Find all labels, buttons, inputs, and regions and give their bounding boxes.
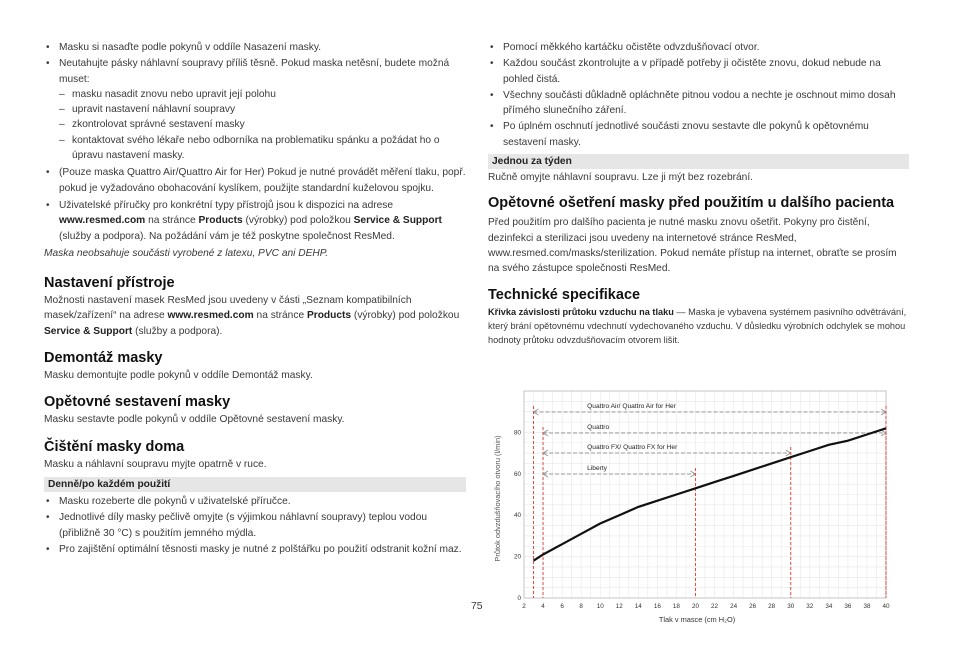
- x-tick-label: 6: [560, 603, 564, 610]
- daily-bullets: [44, 494, 466, 557]
- x-axis-label: Tlak v masce (cm H₂O): [658, 615, 736, 624]
- range-label: Liberty: [587, 465, 607, 472]
- weekly-text: Ručně omyjte náhlavní soupravu. Lze ji mýt bez rozebrání.: [488, 172, 754, 184]
- list-item: • (Pouze maska Quattro Air/Quattro Air for Her) Pokud je nutné provádět měření tlaku, popř. pokud je vyžadováno obohacování kyslíkem, použijte standardní kuželovou spojku.: [44, 165, 466, 196]
- x-tick-label: 4: [541, 603, 545, 610]
- dash-item: – zkontrolovat správné sestavení masky: [59, 117, 466, 132]
- x-tick-label: 12: [615, 603, 623, 610]
- x-tick-label: 28: [768, 603, 776, 610]
- x-tick-label: 22: [711, 603, 719, 610]
- section-text: Před použitím pro dalšího pacienta je nutné masku znovu ošetřit. Pokyny pro čistění, dezinfekci a sterilizaci jsou uvedeny na internetové stránce ResMed, www.resmed.com/masks/sterilization. Pokud nemáte přístup na internet, obraťte se prosím na svého zástupce společnosti ResMed.: [488, 217, 897, 275]
- service-text: Service & Support: [353, 215, 442, 227]
- page-number: 75: [471, 601, 483, 612]
- range-label: Quattro FX/ Quattro FX for Her: [587, 444, 678, 451]
- list-item: • Všechny součásti důkladně opláchněte pitnou vodou a nechte je oschnout mimo dosah přímého slunečního záření.: [488, 88, 909, 119]
- x-tick-label: 2: [522, 603, 526, 610]
- range-label: Quattro Air/ Quattro Air for Her: [587, 403, 676, 410]
- dash-list: [59, 87, 466, 163]
- products-text: Products: [306, 310, 352, 322]
- x-tick-label: 30: [787, 603, 795, 610]
- text: na stránce: [145, 215, 199, 227]
- x-tick-label: 36: [844, 603, 852, 610]
- list-item: [44, 56, 466, 163]
- section-text: Masku demontujte podle pokynů v oddíle Demontáž masky.: [44, 370, 313, 382]
- dash-item: – kontaktovat svého lékaře nebo odborníka na problematiku spánku a požádat ho o úpravu nastavení masky.: [59, 133, 466, 164]
- y-tick-label: 80: [513, 429, 521, 437]
- text: (výrobky) pod položkou: [351, 310, 460, 322]
- y-tick-label: 20: [513, 553, 521, 561]
- y-axis-label: Průtok odvzdušňovacího otvoru (l/min): [493, 435, 502, 562]
- y-tick-label: 40: [513, 512, 521, 520]
- dash-item: – masku nasadit znovu nebo upravit její polohu: [59, 87, 466, 102]
- right-column: [488, 40, 909, 348]
- text: (služby a podpora). Na požádání vám je též poskytne společnost ResMed.: [59, 230, 395, 242]
- text: (služby a podpora).: [132, 325, 223, 337]
- resmed-link[interactable]: www.resmed.com: [59, 215, 146, 227]
- section-title: Čištění masky doma: [44, 438, 185, 455]
- x-tick-label: 32: [806, 603, 814, 610]
- section-text: Masku a náhlavní soupravu myjte opatrně v ruce.: [44, 458, 267, 470]
- daily-bar: Denně/po každém použití: [44, 477, 466, 492]
- section-title: Opětovné ošetření masky před použitím u dalšího pacienta: [488, 195, 895, 212]
- text: (výrobky) pod položkou: [242, 215, 354, 227]
- flow-pressure-chart: [488, 385, 908, 625]
- list-item: • Pro zajištění optimální těsnosti masky je nutné z polštářku po použití odstranit kožní maz.: [44, 542, 466, 557]
- weekly-bar: Jednou za týden: [488, 154, 909, 169]
- section-text: [44, 293, 466, 339]
- flow-label: Křivka závislosti průtoku vzduchu na tlaku: [488, 306, 674, 317]
- x-tick-label: 10: [596, 603, 604, 610]
- cleaning-bullets-continued: [488, 40, 909, 150]
- range-label: Quattro: [587, 424, 610, 431]
- x-tick-label: 26: [749, 603, 757, 610]
- latex-note: Maska neobsahuje součásti vyrobené z latexu, PVC ani DEHP.: [44, 247, 329, 259]
- service-text: Service & Support: [44, 325, 133, 337]
- list-item-text: Neutahujte pásky náhlavní soupravy příliš těsně. Pokud maska netěsní, budete možná muset:: [59, 58, 450, 85]
- x-tick-label: 40: [882, 603, 890, 610]
- list-item: • Po úplném oschnutí jednotlivé součásti znovu sestavte dle pokynů k opětovnému sestavení masky.: [488, 119, 909, 150]
- left-column: [44, 40, 466, 558]
- dash-item: – upravit nastavení náhlavní soupravy: [59, 102, 466, 117]
- section-title: Opětovné sestavení masky: [44, 394, 231, 411]
- x-tick-label: 34: [825, 603, 833, 610]
- section-text: Masku sestavte podle pokynů v oddíle Opětovné sestavení masky.: [44, 414, 345, 426]
- x-tick-label: 20: [691, 603, 699, 610]
- x-tick-label: 24: [730, 603, 738, 610]
- x-tick-label: 16: [653, 603, 661, 610]
- list-item: • Masku rozeberte dle pokynů v uživatelské příručce.: [44, 494, 466, 509]
- text: na stránce: [253, 310, 307, 322]
- x-tick-label: 14: [634, 603, 642, 610]
- list-item: • Masku si nasaďte podle pokynů v oddíle Nasazení masky.: [44, 40, 466, 55]
- x-tick-label: 18: [672, 603, 680, 610]
- section-title: Nastavení přístroje: [44, 275, 175, 292]
- x-tick-label: 38: [863, 603, 871, 610]
- text: Možnosti nastavení masek ResMed jsou uvedeny v části „Seznam kompatibilních masek/zařízení“ na adrese: [44, 295, 412, 322]
- list-item: • Každou součást zkontrolujte a v případě potřeby ji očistěte znovu, dokud nebude na pohled čistá.: [488, 56, 909, 87]
- cleaning-bullets: [44, 40, 466, 244]
- list-item: • Pomocí měkkého kartáčku očistěte odvzdušňovací otvor.: [488, 40, 909, 55]
- section-title: Demontáž masky: [44, 350, 163, 367]
- x-tick-label: 8: [579, 603, 583, 610]
- flow-description: [488, 305, 909, 348]
- products-text: Products: [198, 215, 243, 227]
- list-item: [44, 198, 466, 244]
- text: Uživatelské příručky pro konkrétní typy přístrojů jsou k dispozici na adrese: [59, 199, 394, 211]
- y-tick-label: 0: [517, 595, 521, 602]
- resmed-link[interactable]: www.resmed.com: [167, 310, 254, 322]
- list-item: • Jednotlivé díly masky pečlivě omyjte (s výjimkou náhlavní soupravy) teplou vodou (přibližně 30 °C) s použitím jemného mýdla.: [44, 510, 466, 541]
- section-title: Technické specifikace: [488, 286, 641, 303]
- flow-text: — Maska je vybavena systémem pasivního odvětrávání, který brání opětovnému vdechnutí vydechovaného vzduchu. V důsledku výrobních odchylek se mohou hodnoty průtoku odvzdušňovacím otvorem lišit.: [488, 306, 907, 346]
- y-tick-label: 60: [513, 470, 521, 478]
